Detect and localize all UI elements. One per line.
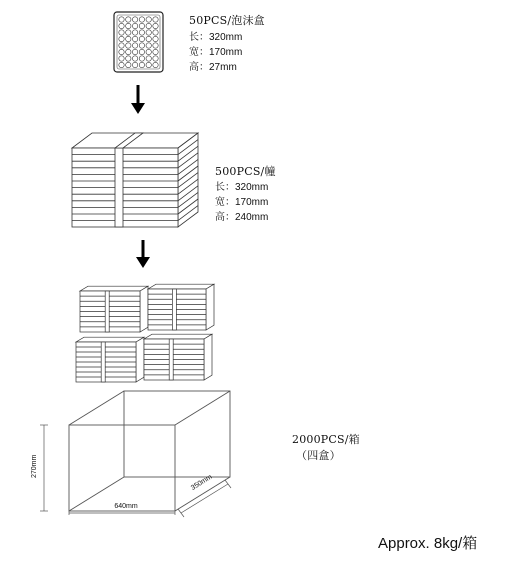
bundle-width: 宽：170mm [215, 197, 269, 208]
down-arrow-icon [136, 240, 150, 268]
foam-box-width: 宽：170mm [189, 47, 243, 58]
foam-box-title: 50PCS/泡沫盒 [189, 14, 265, 27]
bundle-title: 500PCS/幢 [215, 165, 276, 178]
carton-box-illustration [69, 391, 230, 511]
foam-box-length: 长：320mm [189, 32, 243, 43]
bundle-stack-illustration [72, 133, 198, 227]
carton-width-label: 350mm [190, 473, 214, 492]
bundle-height: 高：240mm [215, 212, 269, 223]
foam-box-specs [189, 30, 242, 75]
bundle-specs [215, 180, 268, 225]
four-bundles-illustration [76, 284, 214, 382]
weight-note: Approx. 8kg/箱 [378, 535, 478, 552]
carton-title: 2000PCS/箱 [292, 433, 360, 446]
carton-length-label: 640mm [114, 503, 138, 510]
down-arrow-icon [131, 85, 145, 114]
foam-tray-illustration [114, 12, 163, 72]
foam-box-height: 高：27mm [189, 62, 237, 73]
bundle-length: 长：320mm [215, 182, 269, 193]
carton-height-label: 270mm [31, 454, 38, 478]
carton-subtitle: （四盒） [296, 449, 341, 462]
